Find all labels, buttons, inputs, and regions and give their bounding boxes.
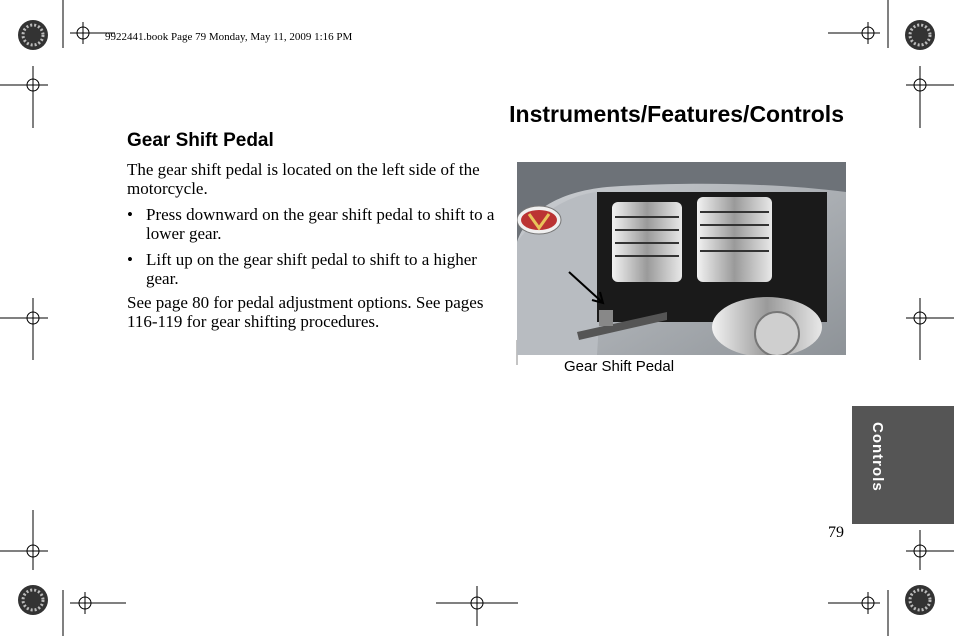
crosshair-icon (906, 66, 954, 128)
figure-caption: Gear Shift Pedal (564, 358, 675, 375)
section-tab (852, 406, 954, 524)
list-item: • Lift up on the gear shift pedal to shift to a higher gear. (127, 250, 477, 288)
closing-paragraph: See page 80 for pedal adjustment options. See pages 116-119 for gear shifting procedures. (127, 293, 484, 331)
page-title: Instruments/Features/Controls (509, 101, 844, 127)
victory-logo-icon (517, 206, 561, 234)
registration-rosette-icon (18, 585, 48, 615)
instruction-list (127, 205, 507, 295)
section-title: Gear Shift Pedal (127, 130, 274, 151)
crosshair-icon (436, 586, 518, 626)
bullet-icon: • (127, 205, 133, 224)
crosshair-icon (828, 0, 888, 48)
crosshair-icon (828, 590, 888, 636)
registration-rosette-icon (905, 585, 935, 615)
crosshair-icon (0, 298, 48, 360)
crosshair-icon (0, 66, 48, 128)
intro-paragraph: The gear shift pedal is located on the left side of the motorcycle. (127, 160, 480, 198)
crosshair-icon (0, 510, 48, 570)
crosshair-icon (906, 298, 954, 360)
crosshair-icon (63, 590, 126, 636)
bullet-icon: • (127, 250, 133, 269)
registration-rosette-icon (905, 20, 935, 50)
registration-rosette-icon (18, 20, 48, 50)
gear-shift-pedal-photo (517, 162, 846, 355)
section-tab-label: Controls (869, 422, 886, 492)
list-item: • Press downward on the gear shift pedal to shift to a lower gear. (127, 205, 495, 243)
print-header: 9922441.book Page 79 Monday, May 11, 2009 1:16 PM (105, 31, 353, 43)
page-number: 79 (828, 524, 844, 541)
crosshair-icon (906, 530, 954, 570)
